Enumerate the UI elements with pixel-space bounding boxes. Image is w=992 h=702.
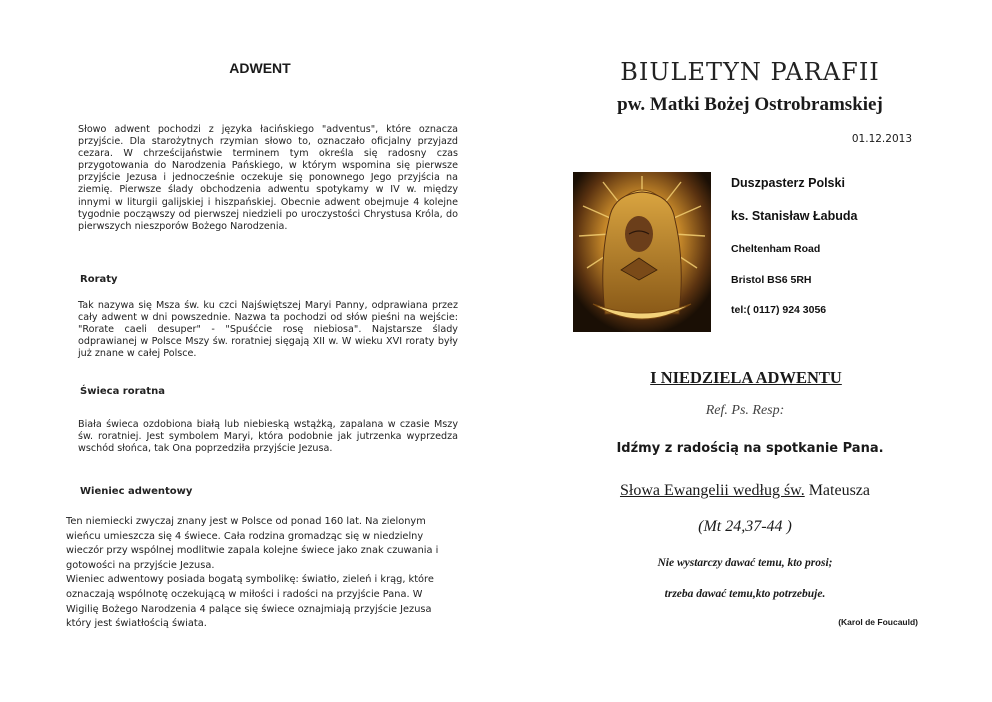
bulletin-date: 01.12.2013 bbox=[851, 133, 912, 145]
intro-paragraph: Słowo adwent pochodzi z języka łacińskiego "adventus", które oznacza przyjście. Dla starożytnych rzymian słowo to, oznaczało oficjalny przyjazd cezara. W chrześcijaństwie terminem tym określa się radosny czas przygotowania do Narodzenia Pańskiego, w którym wspomina się pierwsze przyjście Jezusa i jednocześnie oczekuje się ponownego Jego przyjścia na ziemię. Pierwsze ślady obchodzenia adwentu spotykamy w IV w. między innymi w liturgii galijskiej i hiszpańskiej. Obecnie adwent obejmuje 4 kolejne tygodnie począwszy od pierwszej niedzieli po uroczystości Chrystusa Króla, do pierwszych nieszporów Bożego Narodzenia. bbox=[78, 124, 458, 232]
gospel-evangelist: Mateusza bbox=[808, 482, 871, 499]
psalm-response: Idźmy z radością na spotkanie Pana. bbox=[616, 441, 884, 456]
roraty-heading: Roraty bbox=[80, 274, 118, 285]
wieniec-paragraph: Ten niemiecki zwyczaj znany jest w Polsce od ponad 160 lat. Na zielonym wieńcu umieszcza się 4 świece. Cała rodzina gromadząc się w niedzielny wieczór przy wspólnej modlitwie zapala kolejne świece jako znak czuwania i gotowości na przyjście Jezusa. Wieniec adwentowy posiada bogatą symbolikę: światło, zieleń i krąg, które oznaczają wspólnotę oczekującą w miłości i radości na przyjście Pana. W Wigilię Bożego Narodzenia 4 palące się świece oznajmiają przyjście Jezusa który jest światłością świata. bbox=[66, 516, 439, 630]
sunday-title: I NIEDZIELA ADWENTU bbox=[650, 368, 842, 387]
bulletin-title: BIULETYN PARAFII bbox=[620, 58, 880, 86]
contact-city: Bristol BS6 5RH bbox=[731, 274, 812, 286]
parish-name: pw. Matki Bożej Ostrobramskiej bbox=[617, 94, 883, 115]
swieca-heading: Świeca roratna bbox=[80, 386, 165, 397]
contact-role: Duszpasterz Polski bbox=[731, 176, 845, 190]
contact-priest: ks. Stanisław Łabuda bbox=[731, 209, 858, 223]
psalm-ref: Ref. Ps. Resp: bbox=[705, 403, 785, 418]
wieniec-heading: Wieniec adwentowy bbox=[80, 486, 193, 497]
icon-illustration bbox=[573, 172, 711, 332]
gospel-lead: Słowa Ewangelii według św. bbox=[619, 482, 805, 499]
roraty-paragraph: Tak nazywa się Msza św. ku czci Najświętszej Maryi Panny, odprawiana przez cały adwent w dni powszednie. Nazwa ta pochodzi od słów pieśni na wejście: "Rorate caeli desuper" - "Spuśćcie rosę niebiosa". Najstarsze ślady odprawianej w Polsce Mszy św. roratniej sięgają XII w. W wieku XVI roraty były już znane w całej Polsce. bbox=[78, 300, 458, 360]
contact-street: Cheltenham Road bbox=[731, 243, 821, 255]
our-lady-of-ostra-brama-icon bbox=[573, 172, 711, 332]
contact-phone: tel:( 0117) 924 3056 bbox=[731, 304, 827, 316]
quote-line-2: trzeba dawać temu,kto potrzebuje. bbox=[664, 588, 826, 600]
left-title: ADWENT bbox=[229, 60, 291, 76]
gospel-line bbox=[585, 482, 905, 500]
quote-author: (Karol de Foucauld) bbox=[838, 617, 918, 627]
gospel-verse: (Mt 24,37-44 ) bbox=[698, 518, 792, 535]
quote-line-1: Nie wystarczy dawać temu, kto prosi; bbox=[657, 557, 833, 569]
swieca-paragraph: Biała świeca ozdobiona białą lub niebieską wstążką, zapalana w czasie Mszy św. roratniej. Jest symbolem Maryi, która podobnie jak jutrzenka wyprzedza wschód słońca, tak Ona poprzedziła przyjście Jezusa. bbox=[78, 419, 458, 455]
